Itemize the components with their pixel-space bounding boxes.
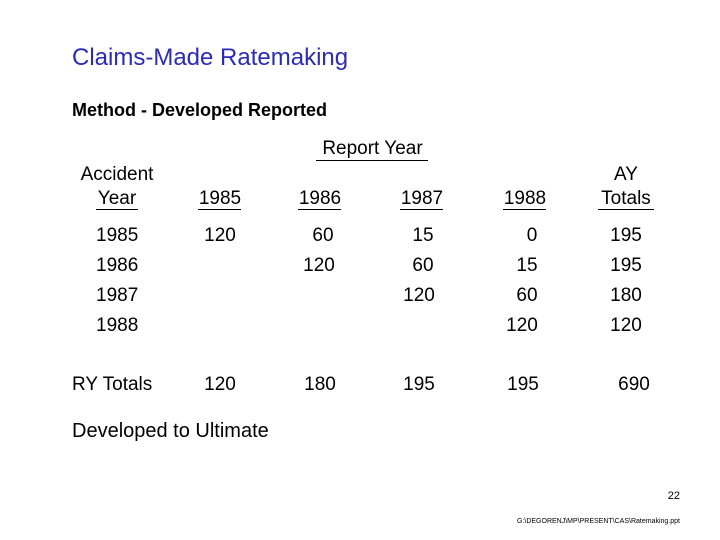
- column-header-1986: 1986: [298, 188, 342, 209]
- column-header-1988: 1988: [503, 188, 547, 209]
- column-underline-1985: [198, 209, 241, 210]
- report-year-header: Report Year: [322, 138, 423, 159]
- cell-1985-1985: 120: [204, 225, 236, 246]
- cell-1987-1988: 60: [516, 285, 538, 306]
- column-underline-1986: [298, 209, 341, 210]
- ay-totals-header-line2: Totals: [601, 188, 651, 209]
- row-label-1988: 1988: [96, 315, 139, 336]
- ry-total-1988: 195: [507, 374, 539, 395]
- cell-1986-1987: 60: [412, 255, 434, 276]
- column-underline-1987: [400, 209, 443, 210]
- ry-total-1986: 180: [304, 374, 336, 395]
- row-label-1985: 1985: [96, 225, 139, 246]
- ay-total-1988: 120: [610, 315, 642, 336]
- ry-totals-label: RY Totals: [72, 374, 153, 395]
- ay-totals-underline: [598, 209, 654, 210]
- ry-total-1985: 120: [204, 374, 236, 395]
- column-header-1987: 1987: [400, 188, 444, 209]
- row-label-1986: 1986: [96, 255, 139, 276]
- cell-1985-1988: 0: [526, 225, 538, 246]
- footer-note: Developed to Ultimate: [72, 420, 269, 442]
- ay-total-1987: 180: [610, 285, 642, 306]
- cell-1985-1987: 15: [412, 225, 434, 246]
- accident-year-underline: [96, 209, 138, 210]
- cell-1988-1988: 120: [506, 315, 538, 336]
- column-header-1985: 1985: [198, 188, 242, 209]
- ay-total-1985: 195: [610, 225, 642, 246]
- slide-subtitle: Method - Developed Reported: [72, 100, 328, 120]
- page-number: 22: [667, 490, 680, 502]
- report-year-underline: [316, 160, 428, 161]
- ry-total-1987: 195: [403, 374, 435, 395]
- accident-year-header: [72, 163, 162, 211]
- ay-total-1986: 195: [610, 255, 642, 276]
- ay-totals-header-line1: AY: [614, 164, 638, 185]
- column-underline-1988: [503, 209, 546, 210]
- slide-title: Claims-Made Ratemaking: [72, 44, 349, 71]
- cell-1986-1988: 15: [516, 255, 538, 276]
- cell-1985-1986: 60: [312, 225, 334, 246]
- grand-total: 690: [618, 374, 650, 395]
- accident-year-header-line1: Accident: [80, 164, 154, 185]
- ay-totals-header: [590, 163, 662, 211]
- cell-1987-1987: 120: [403, 285, 435, 306]
- file-path: G:\DEGORENJ\MP\PRESENT\CAS\Ratemaking.ppt: [517, 518, 680, 525]
- row-label-1987: 1987: [96, 285, 139, 306]
- accident-year-header-line2: Year: [97, 188, 137, 209]
- cell-1986-1986: 120: [303, 255, 335, 276]
